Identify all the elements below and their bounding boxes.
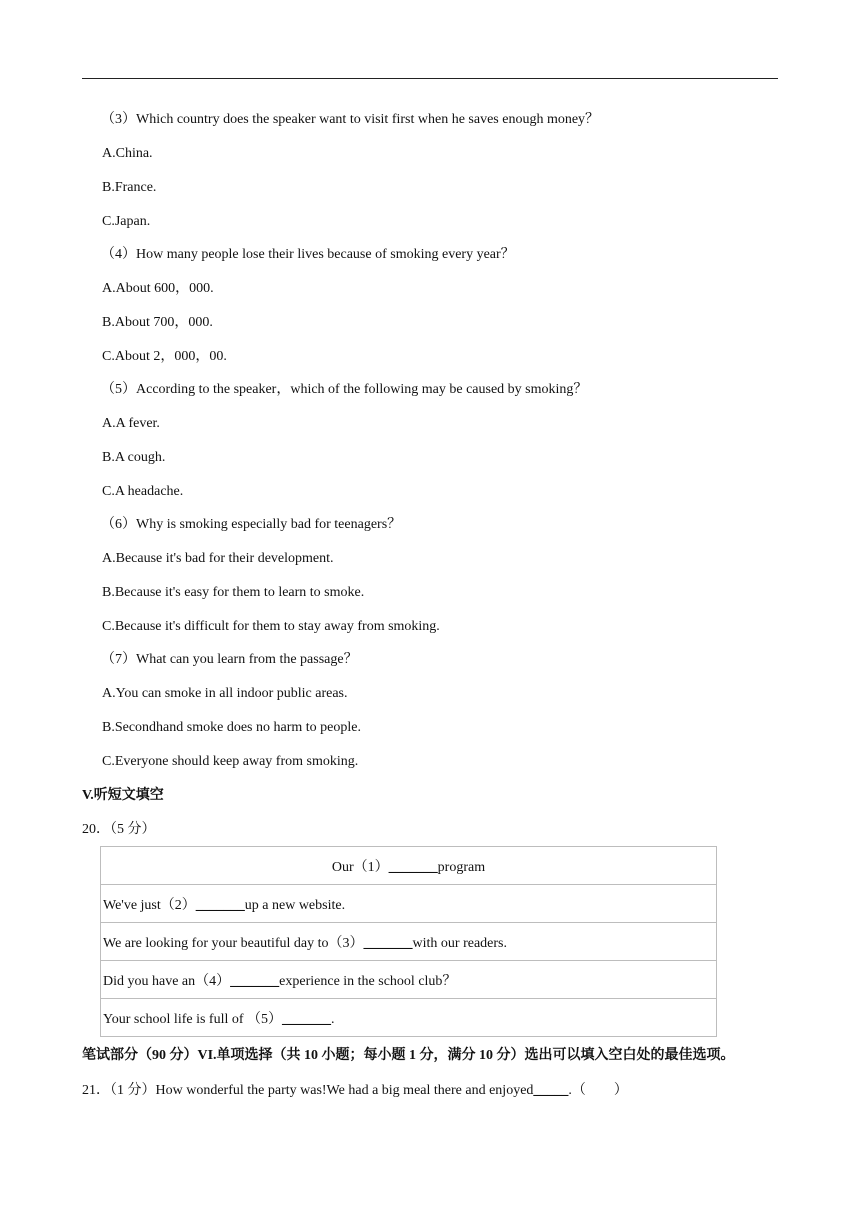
- answer-blank[interactable]: _______: [195, 897, 245, 913]
- option-c: C.Japan.: [102, 214, 151, 229]
- option-a: A.China.: [102, 146, 153, 161]
- question-stem: （6）Why is smoking especially bad for teenagers？: [101, 517, 402, 532]
- question-stem: （4）How many people lose their lives because of smoking every year？: [101, 247, 515, 262]
- table-row: [101, 847, 717, 885]
- table-cell: We've just（2）_______up a new website.: [101, 885, 717, 923]
- option-b: B.A cough.: [102, 450, 166, 465]
- answer-blank[interactable]: _______: [363, 935, 413, 951]
- option-a: A.Because it's bad for their development.: [102, 551, 334, 566]
- table-row: [101, 999, 717, 1037]
- option-c: C.Everyone should keep away from smoking.: [102, 754, 359, 769]
- answer-blank[interactable]: _______: [230, 973, 280, 989]
- answer-blank[interactable]: _______: [282, 1011, 332, 1027]
- table-row: [101, 885, 717, 923]
- option-c: C.Because it's difficult for them to stay away from smoking.: [102, 619, 440, 634]
- table-cell: We are looking for your beautiful day to（3）_______with our readers.: [101, 923, 717, 961]
- fill-in-table: [100, 846, 717, 1037]
- question-number: 20．（5 分）: [82, 822, 156, 837]
- table-cell: Our（1）_______program: [101, 847, 717, 885]
- written-section-heading: 笔试部分（90 分）VI.单项选择（共 10 小题；每小题 1 分，满分 10 分）选出可以填入空白处的最佳选项。: [82, 1048, 735, 1063]
- option-a: A.About 600，000.: [102, 281, 214, 296]
- answer-blank[interactable]: _____: [533, 1083, 569, 1098]
- question-stem: （5）According to the speaker，which of the following may be caused by smoking？: [101, 382, 588, 397]
- header-rule: [82, 78, 778, 79]
- option-a: A.A fever.: [102, 416, 160, 431]
- question-stem: （7）What can you learn from the passage？: [101, 652, 358, 667]
- option-a: A.You can smoke in all indoor public areas.: [102, 686, 348, 701]
- question-stem: 21．（1 分）How wonderful the party was!We had a big meal there and enjoyed_____.（ ）: [82, 1083, 628, 1098]
- option-b: B.Secondhand smoke does no harm to people.: [102, 720, 361, 735]
- option-b: B.Because it's easy for them to learn to smoke.: [102, 585, 365, 600]
- question-stem: （3）Which country does the speaker want to visit first when he saves enough money？: [101, 112, 600, 127]
- table-row: [101, 923, 717, 961]
- table-cell: Did you have an（4）_______experience in the school club？: [101, 961, 717, 999]
- table-row: [101, 961, 717, 999]
- section-title: V.听短文填空: [82, 788, 164, 803]
- answer-blank[interactable]: _______: [388, 859, 438, 875]
- option-b: B.France.: [102, 180, 157, 195]
- table-cell: Your school life is full of （5）_______.: [101, 999, 717, 1037]
- option-c: C.About 2，000，00.: [102, 349, 227, 364]
- option-b: B.About 700，000.: [102, 315, 213, 330]
- option-c: C.A headache.: [102, 484, 184, 499]
